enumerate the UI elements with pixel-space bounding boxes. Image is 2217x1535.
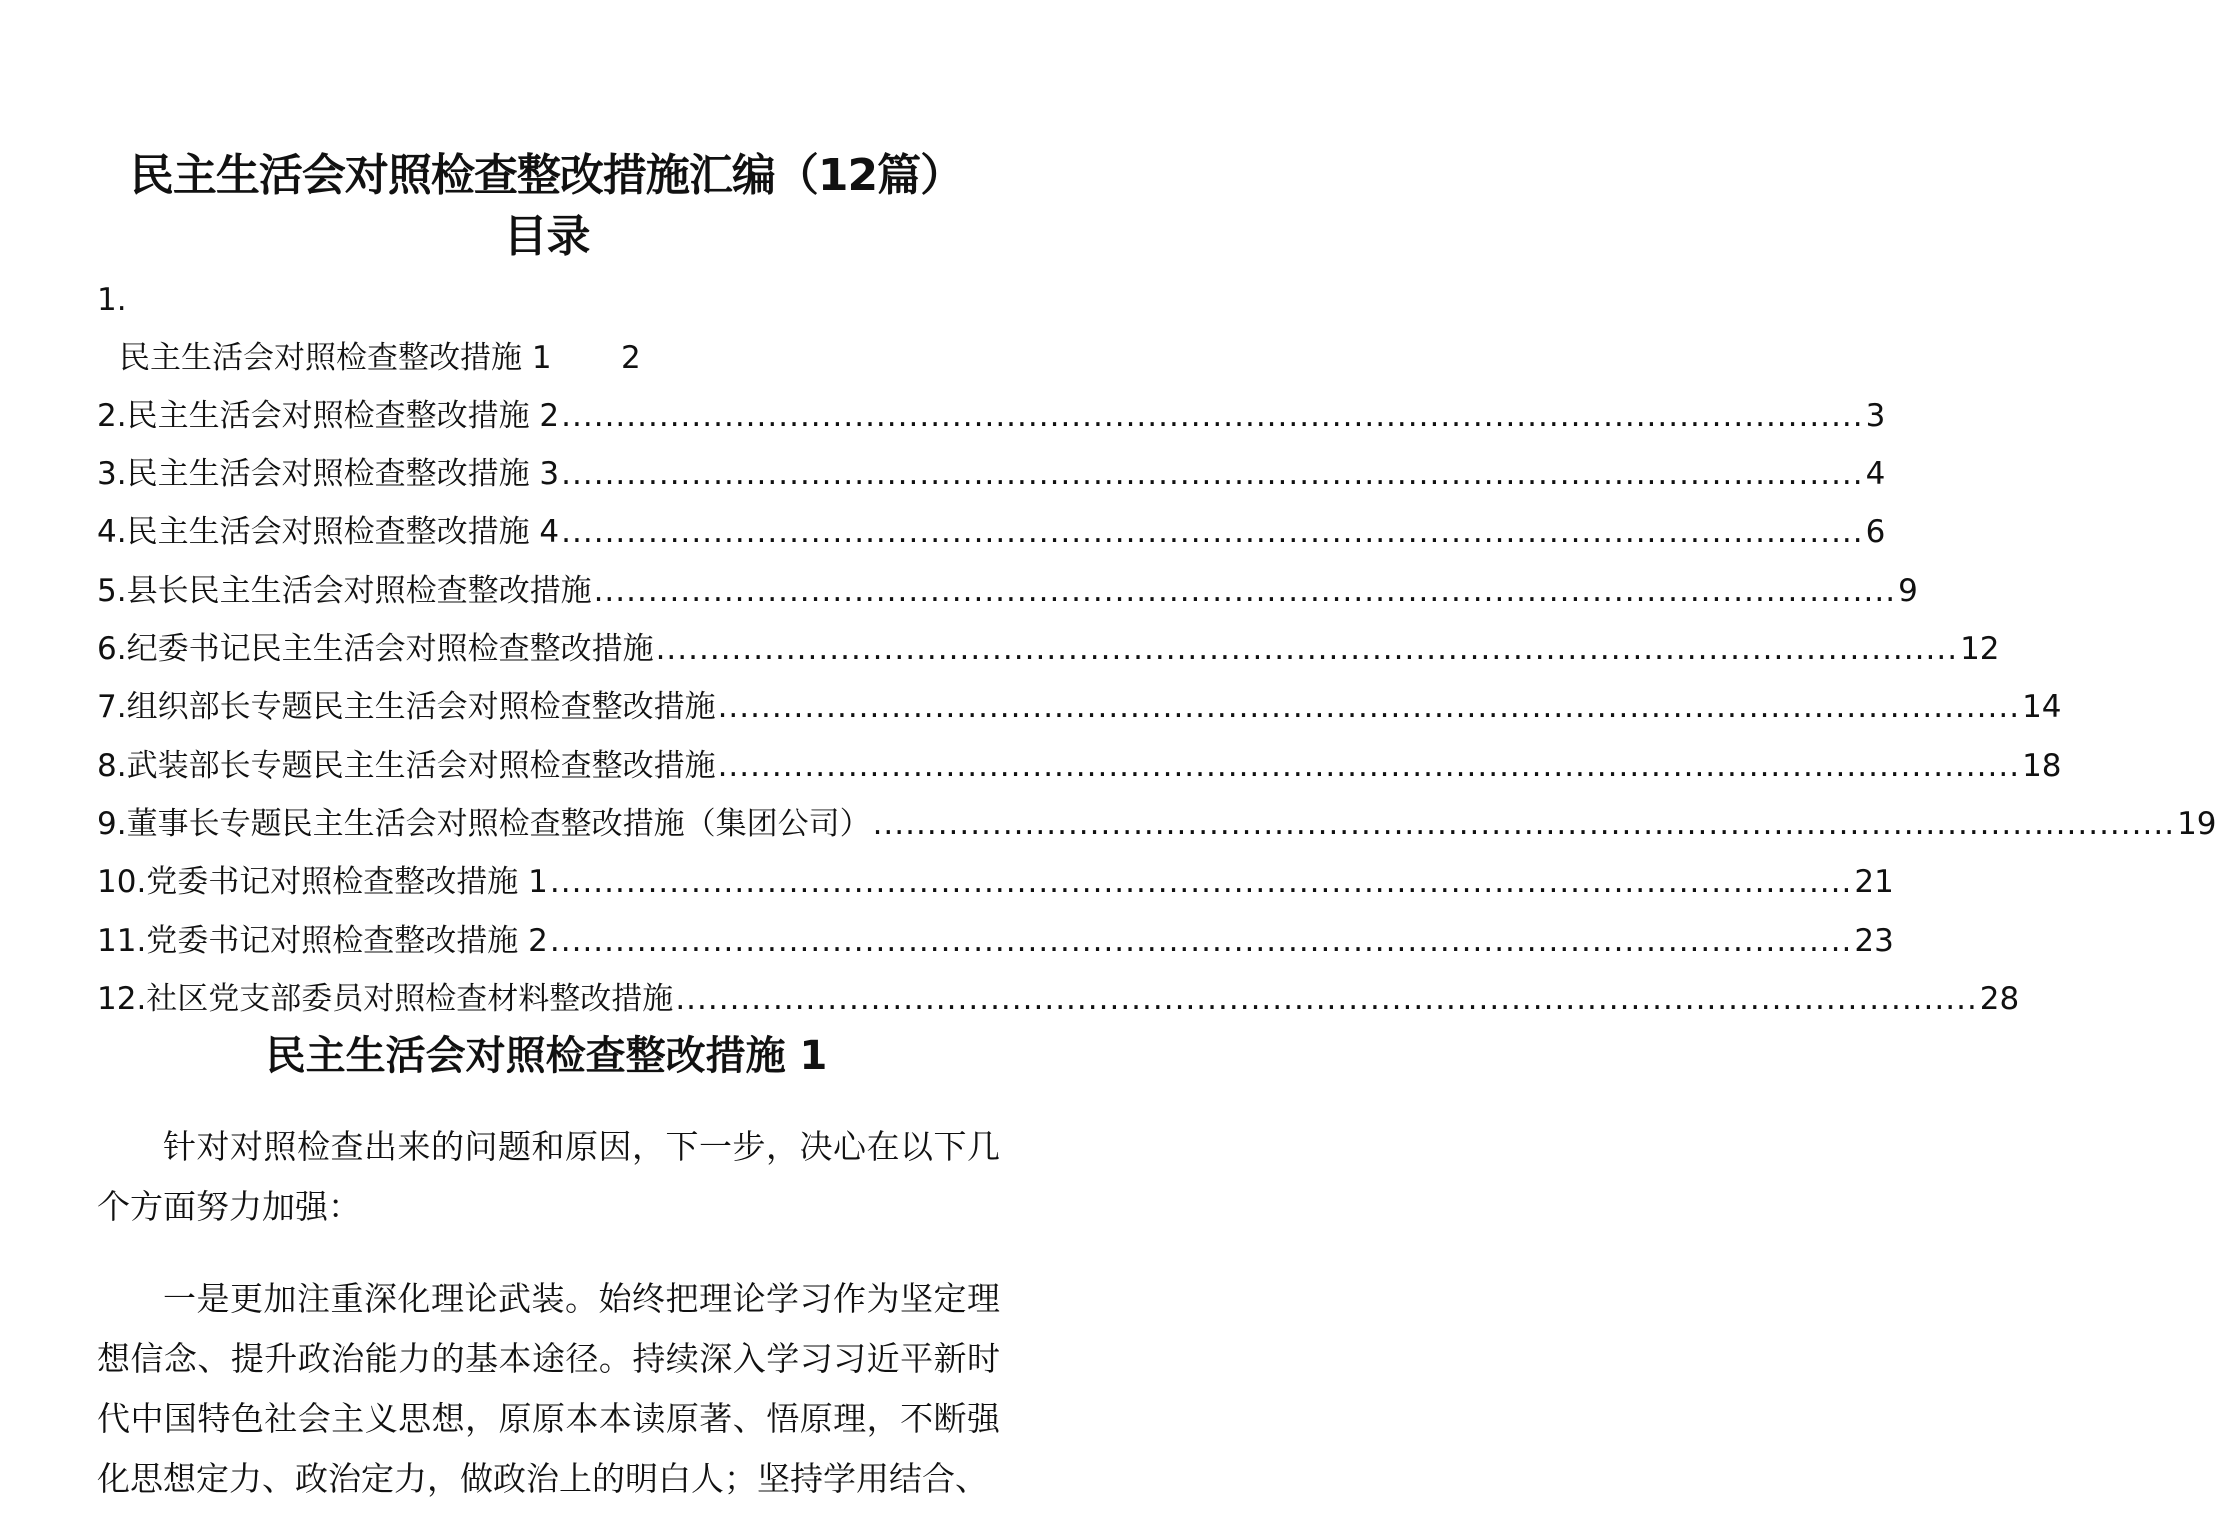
body-paragraph: 针对对照检查出来的问题和原因，下一步，决心在以下几个方面努力加强：: [97, 1127, 1000, 1226]
toc-entry-page: 12: [1960, 631, 2000, 667]
toc-entry-page: 6: [1865, 514, 1886, 550]
toc-entry-label: 6.纪委书记民主生活会对照检查整改措施: [97, 631, 654, 667]
toc-leader-dots: ........................................................................................................................: [593, 573, 1897, 609]
toc-entry-1-label[interactable]: 民主生活会对照检查整改措施 1: [119, 340, 552, 376]
toc-entry-label: 2.民主生活会对照检查整改措施 2: [97, 398, 560, 434]
toc-entry-page: 14: [2022, 689, 2062, 725]
document-title: 民主生活会对照检查整改措施汇编（12篇）: [129, 150, 964, 201]
toc-entry[interactable]: [97, 862, 1894, 902]
toc-entry[interactable]: [97, 629, 2000, 669]
toc-leader-dots: ........................................................................................................................: [561, 398, 1864, 434]
section-title: 民主生活会对照检查整改措施 1: [265, 1033, 828, 1079]
toc-entry[interactable]: [97, 512, 1886, 552]
toc-leader-dots: ........................................................................................................................: [717, 748, 2021, 784]
toc-leader-dots: ........................................................................................................................: [717, 689, 2021, 725]
toc-entry-label: 4.民主生活会对照检查整改措施 4: [97, 514, 560, 550]
toc-entry[interactable]: [97, 921, 1894, 961]
toc-leader-dots: ........................................................................................................................: [655, 631, 1959, 667]
toc-entry[interactable]: [97, 746, 2062, 786]
toc-entry-1-page[interactable]: 2: [621, 340, 641, 376]
toc-entry-1-number[interactable]: 1.: [97, 282, 127, 318]
toc-entry-page: 19: [2177, 806, 2217, 842]
toc-entry-page: 23: [1854, 923, 1894, 959]
toc-entry-label: 9.董事长专题民主生活会对照检查整改措施（集团公司）: [97, 806, 871, 842]
toc-entry-page: 28: [1979, 981, 2020, 1017]
toc-entry[interactable]: [97, 396, 1886, 436]
toc-entry-page: 3: [1865, 398, 1886, 434]
toc-entry-label: 3.民主生活会对照检查整改措施 3: [97, 456, 560, 492]
toc-leader-dots: ........................................................................................................................: [549, 923, 1853, 959]
toc-leader-dots: ........................................................................................................................: [561, 456, 1864, 492]
toc-entry-label: 12.社区党支部委员对照检查材料整改措施: [97, 981, 674, 1017]
toc-entry[interactable]: [97, 687, 2062, 727]
toc-leader-dots: ........................................................................................................................: [675, 981, 1978, 1017]
toc-leader-dots: ........................................................................................................................: [561, 514, 1864, 550]
toc-entry[interactable]: [97, 454, 1886, 494]
toc-entry-page: 18: [2022, 748, 2062, 784]
toc-entry-label: 10.党委书记对照检查整改措施 1: [97, 864, 548, 900]
toc-entry-page: 4: [1865, 456, 1886, 492]
toc-entry-page: 21: [1854, 864, 1894, 900]
toc-entry-label: 5.县长民主生活会对照检查整改措施: [97, 573, 592, 609]
toc-entry[interactable]: [97, 979, 2020, 1019]
toc-heading: 目录: [503, 211, 590, 262]
toc-entry-page: 9: [1898, 573, 1918, 609]
toc-entry[interactable]: [97, 804, 2217, 844]
toc-entry-label: 7.组织部长专题民主生活会对照检查整改措施: [97, 689, 716, 725]
toc-entry[interactable]: [97, 571, 1918, 611]
toc-entry-label: 11.党委书记对照检查整改措施 2: [97, 923, 548, 959]
toc-entry-label: 8.武装部长专题民主生活会对照检查整改措施: [97, 748, 716, 784]
body-paragraph: 一是更加注重深化理论武装。始终把理论学习作为坚定理想信念、提升政治能力的基本途径。持续深入学习习近平新时代中国特色社会主义思想，原原本本读原著、悟原理，不断强化思想定力、政治定力，做政治上的明白人；坚持学用结合、: [97, 1279, 1000, 1498]
toc-leader-dots: ........................................................................................................................: [872, 806, 2176, 842]
toc-leader-dots: ........................................................................................................................: [549, 864, 1853, 900]
